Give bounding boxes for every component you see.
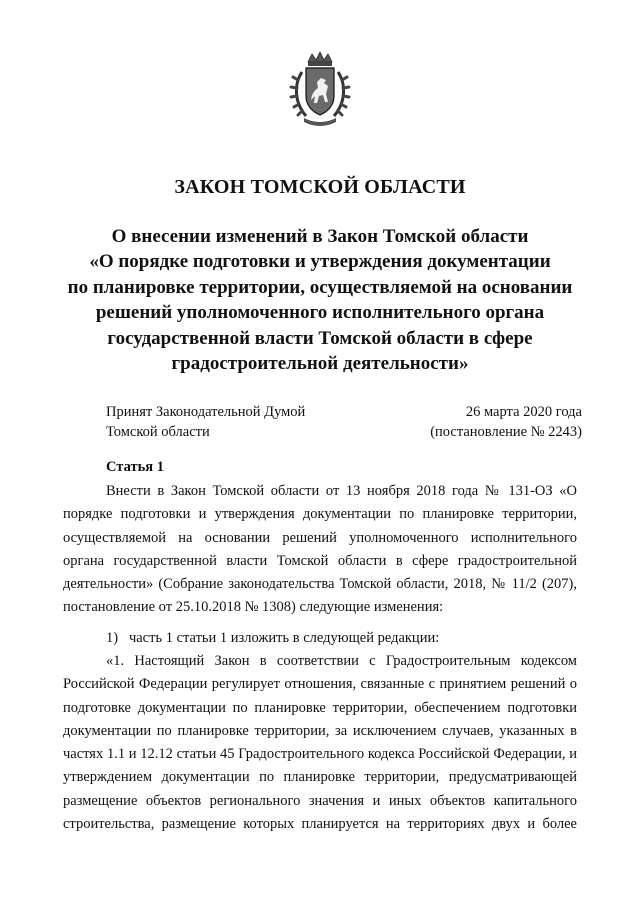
subject-line: по планировке территории, осуществляемой на основании <box>67 276 573 298</box>
subject-line: решений уполномоченного исполнительного органа <box>95 302 545 324</box>
amendment-item <box>63 627 577 650</box>
subject-line: градостроительной деятельности» <box>171 353 469 375</box>
subject-line: «О порядке подготовки и утверждения документации <box>89 251 551 273</box>
adopted-by-line: Томской области <box>106 424 210 440</box>
adopted-by <box>106 402 305 442</box>
quote-paragraph: «1. Настоящий Закон в соответствии с Градостроительным кодексом Российской Федерации регулирует отношения, связанные с принятием решений о подготовке документации по планировке территории, обеспечением подготовки документации по планировке территории, за исключением случаев, указанных в частях 1.1 и 12.12 статьи 45 Градостроительного кодекса Российской Федерации, и утверждением документации по планировке территории, предусматривающей размещение объектов регионального значения и иных объектов капитального строительства, размещение которых планируется на территориях двух и более <box>63 653 577 833</box>
law-title: ЗАКОН ТОМСКОЙ ОБЛАСТИ <box>174 176 466 198</box>
subject-line: государственной власти Томской области в сфере <box>107 327 533 349</box>
item-paragraph: 1) часть 1 статьи 1 изложить в следующей редакции: <box>106 630 440 646</box>
resolution-number: (постановление № 2243) <box>430 424 582 440</box>
article-body <box>63 480 577 620</box>
quoted-text <box>63 650 577 836</box>
adoption-date-line: 26 марта 2020 года <box>465 404 582 420</box>
amendment-paragraph: Внести в Закон Томской области от 13 ноября 2018 года № 131-ОЗ «О порядке подготовки и утверждения документации по планировке территории, осуществляемой на основании решений уполномоченного исполнительного органа государственной власти Томской области в сфере градостроительной деятельности» (Собрание законодательства Томской области, 2018, № 11/2 (207), постановление от 25.10.2018 № 1308) следующие изменения: <box>63 483 577 616</box>
article-heading: Статья 1 <box>106 459 164 475</box>
coat-of-arms-icon <box>288 50 352 130</box>
adoption-date <box>430 402 582 442</box>
subject-line: О внесении изменений в Закон Томской области <box>111 226 529 247</box>
adopted-by-line: Принят Законодательной Думой <box>106 404 306 420</box>
law-subject <box>60 224 580 376</box>
